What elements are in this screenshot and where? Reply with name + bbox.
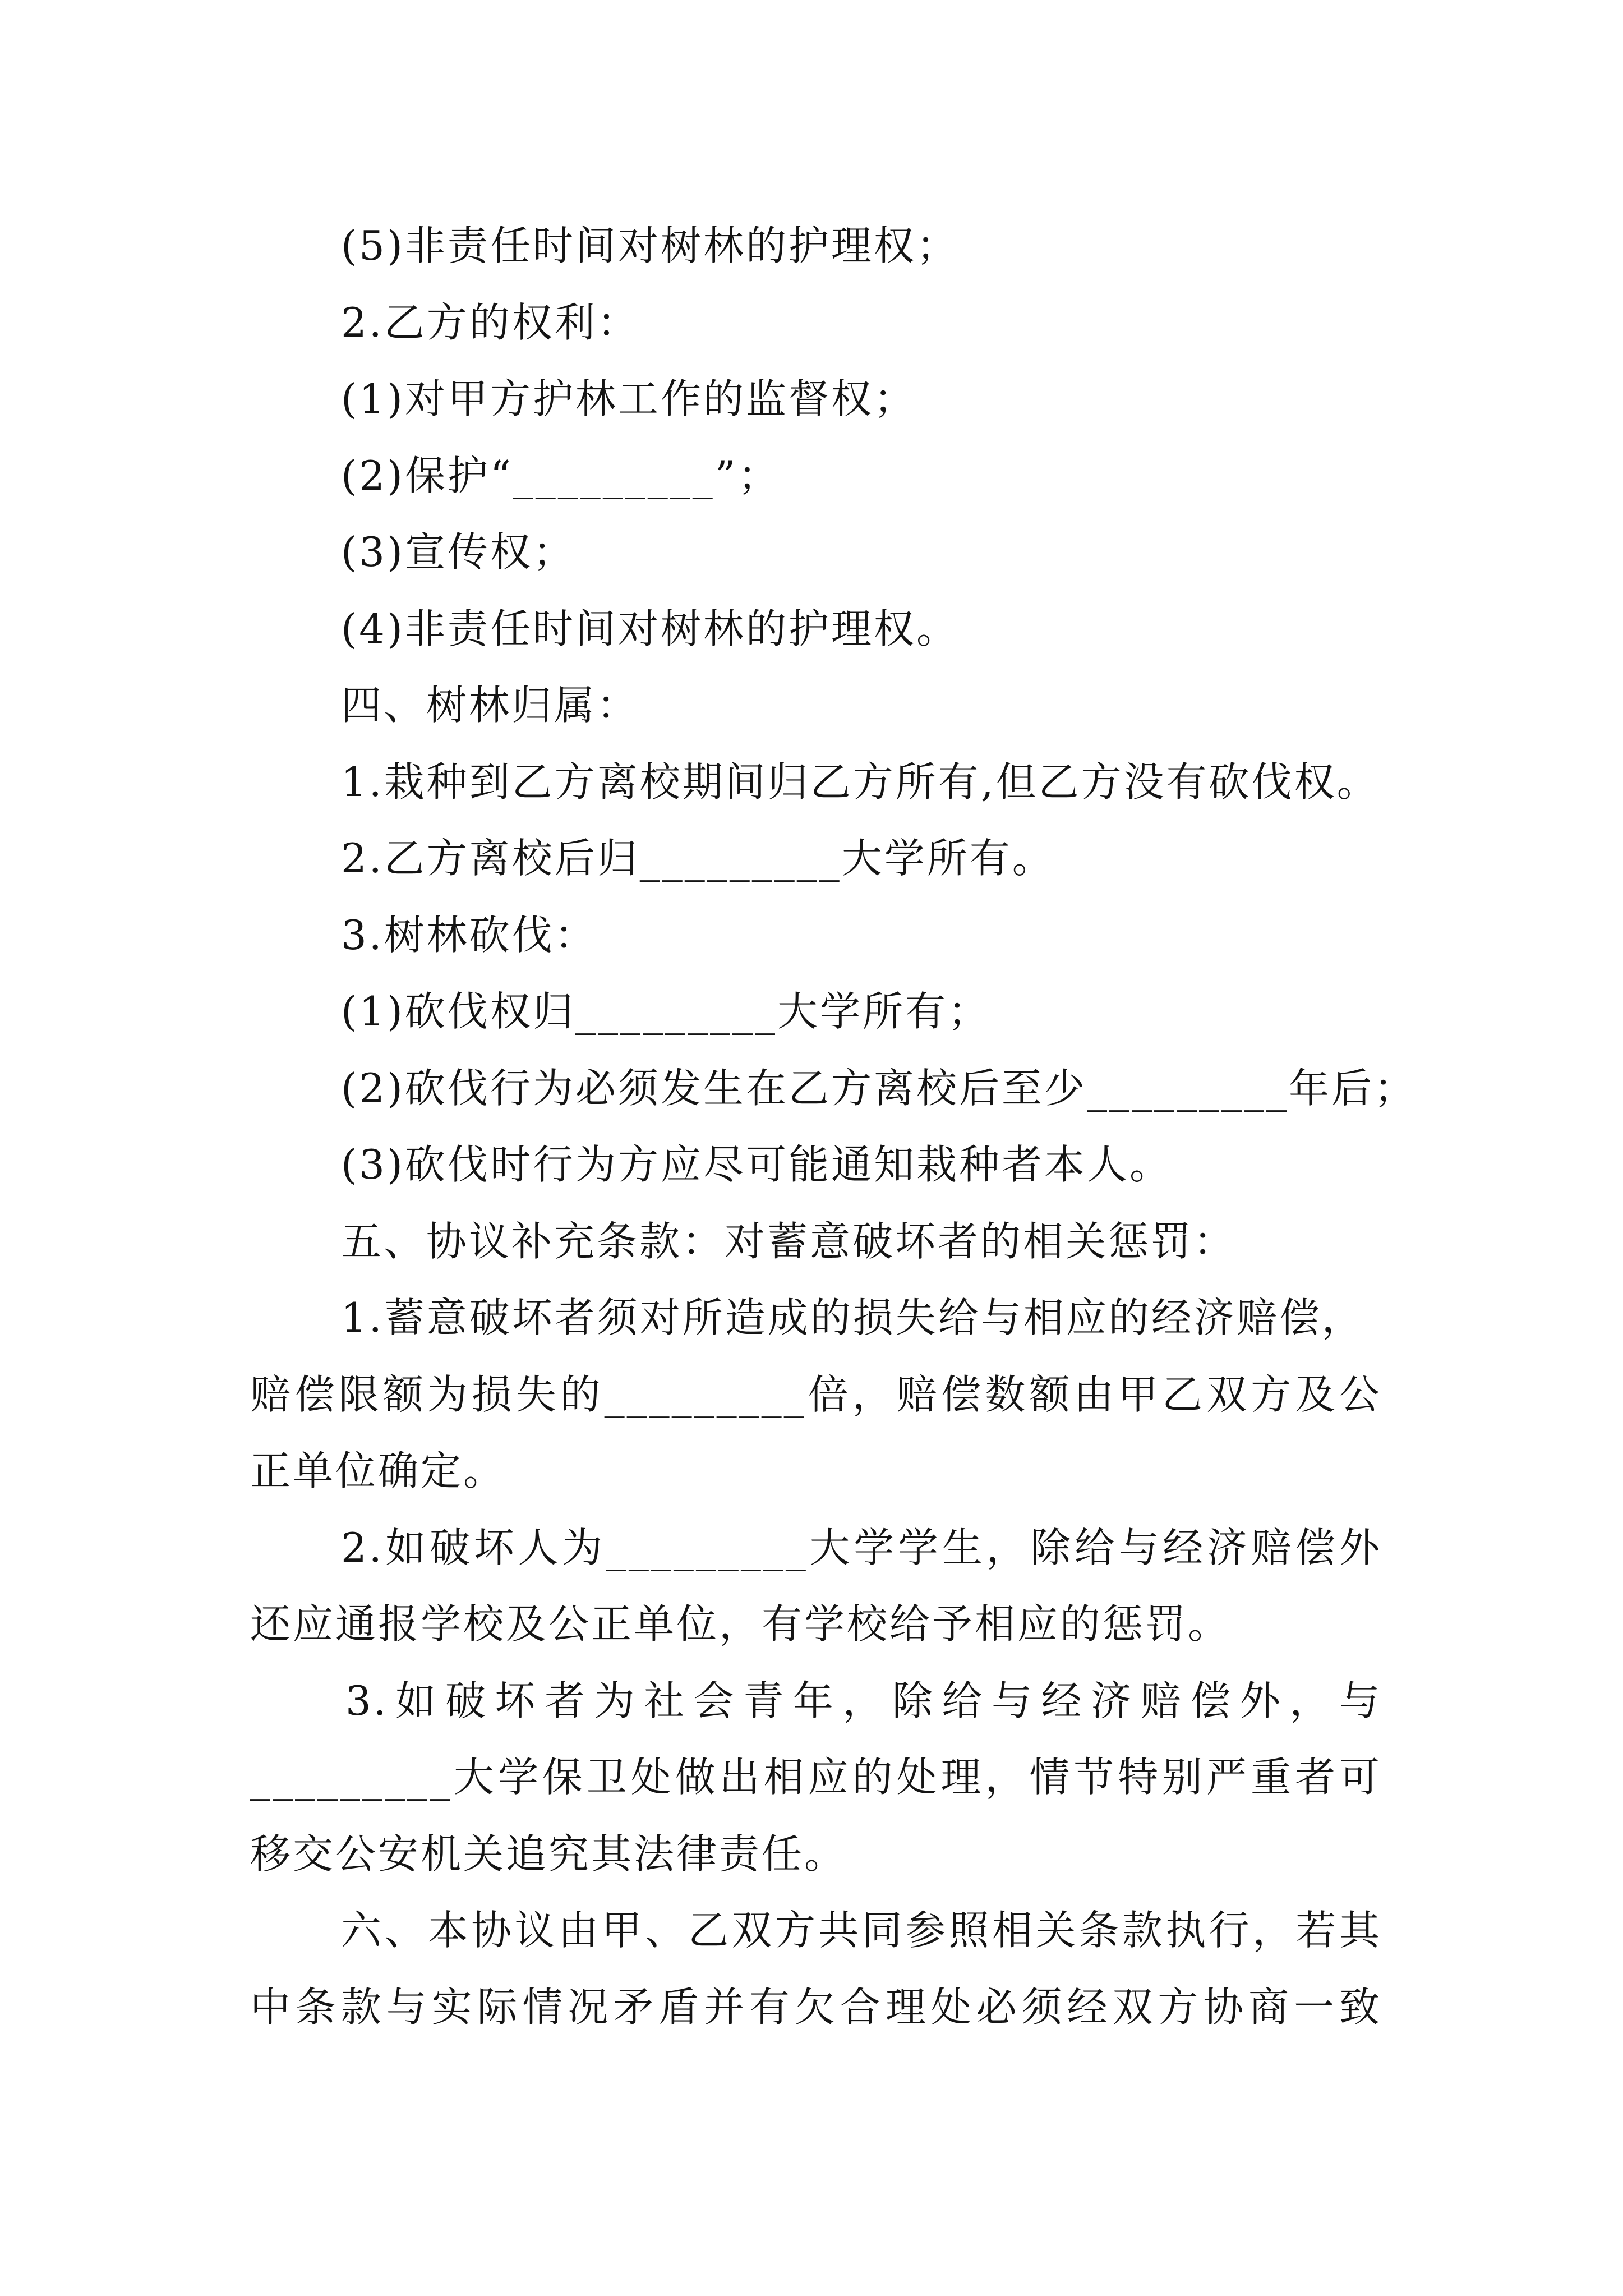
text-line: 四、树林归属： bbox=[341, 682, 640, 729]
paragraph-rights-5 bbox=[0, 208, 1623, 284]
text-line: (5)非责任时间对树林的护理权； bbox=[341, 222, 959, 269]
text-line: _________大学保卫处做出相应的处理，情节特别严重者可 bbox=[250, 1754, 1382, 1801]
paragraph-party-b-right-3 bbox=[0, 514, 1623, 591]
text-line: (1)砍伐权归_________大学所有； bbox=[341, 988, 990, 1035]
text-line: (3)宣传权； bbox=[341, 528, 575, 576]
text-line: 移交公安机关追究其法律责任。 bbox=[250, 1830, 847, 1878]
paragraph-felling-2 bbox=[0, 1050, 1623, 1127]
paragraph-penalty-3 bbox=[0, 1663, 1623, 1893]
text-line: 1.栽种到乙方离校期间归乙方所有,但乙方没有砍伐权。 bbox=[341, 758, 1380, 806]
text-line: (3)砍伐时行为方应尽可能通知栽种者本人。 bbox=[341, 1141, 1172, 1188]
section-heading-ownership bbox=[0, 667, 1623, 744]
paragraph-felling-1 bbox=[0, 973, 1623, 1050]
text-line: 中条款与实际情况矛盾并有欠合理处必须经双方协商一致 bbox=[250, 1983, 1382, 2031]
section-heading-supplementary bbox=[0, 1203, 1623, 1280]
text-line: 还应通报学校及公正单位，有学校给予相应的惩罚。 bbox=[250, 1600, 1231, 1648]
text-line: (2)砍伐行为必须发生在乙方离校后至少_________年后； bbox=[341, 1064, 1417, 1112]
paragraph-penalty-2 bbox=[0, 1510, 1623, 1663]
paragraph-penalty-1 bbox=[0, 1280, 1623, 1510]
paragraph-ownership-1 bbox=[0, 744, 1623, 821]
paragraph-party-b-right-4 bbox=[0, 591, 1623, 668]
text-line: 2.如破坏人为_________大学学生，除给与经济赔偿外 bbox=[341, 1524, 1382, 1571]
text-line: 2.乙方离校后归_________大学所有。 bbox=[341, 835, 1055, 882]
paragraph-party-b-right-1 bbox=[0, 361, 1623, 438]
text-line: 正单位确定。 bbox=[250, 1447, 506, 1494]
text-line: 2.乙方的权利： bbox=[341, 298, 640, 346]
text-line: 3.如破坏者为社会青年，除给与经济赔偿外，与 bbox=[345, 1677, 1382, 1724]
paragraph-party-b-rights-heading bbox=[0, 284, 1623, 361]
text-line: 1.蓄意破坏者须对所造成的损失给与相应的经济赔偿， bbox=[341, 1294, 1364, 1341]
text-line: 五、协议补充条款：对蓄意破坏者的相关惩罚： bbox=[341, 1217, 1237, 1265]
document-body bbox=[0, 208, 1623, 2045]
paragraph-execution-clause bbox=[0, 1892, 1623, 2045]
text-line: (2)保护“_________”； bbox=[341, 452, 781, 499]
text-line: 赔偿限额为损失的_________倍，赔偿数额由甲乙双方及公 bbox=[250, 1370, 1382, 1418]
paragraph-felling-3 bbox=[0, 1126, 1623, 1203]
text-line: (1)对甲方护林工作的监督权； bbox=[341, 375, 916, 422]
text-line: (4)非责任时间对树林的护理权。 bbox=[341, 605, 959, 652]
paragraph-party-b-right-2 bbox=[0, 438, 1623, 514]
paragraph-ownership-2 bbox=[0, 820, 1623, 897]
text-line: 3.树林砍伐： bbox=[341, 911, 597, 959]
text-line: 六、本协议由甲、乙双方共同参照相关条款执行，若其 bbox=[341, 1907, 1382, 1954]
paragraph-felling-heading bbox=[0, 897, 1623, 974]
